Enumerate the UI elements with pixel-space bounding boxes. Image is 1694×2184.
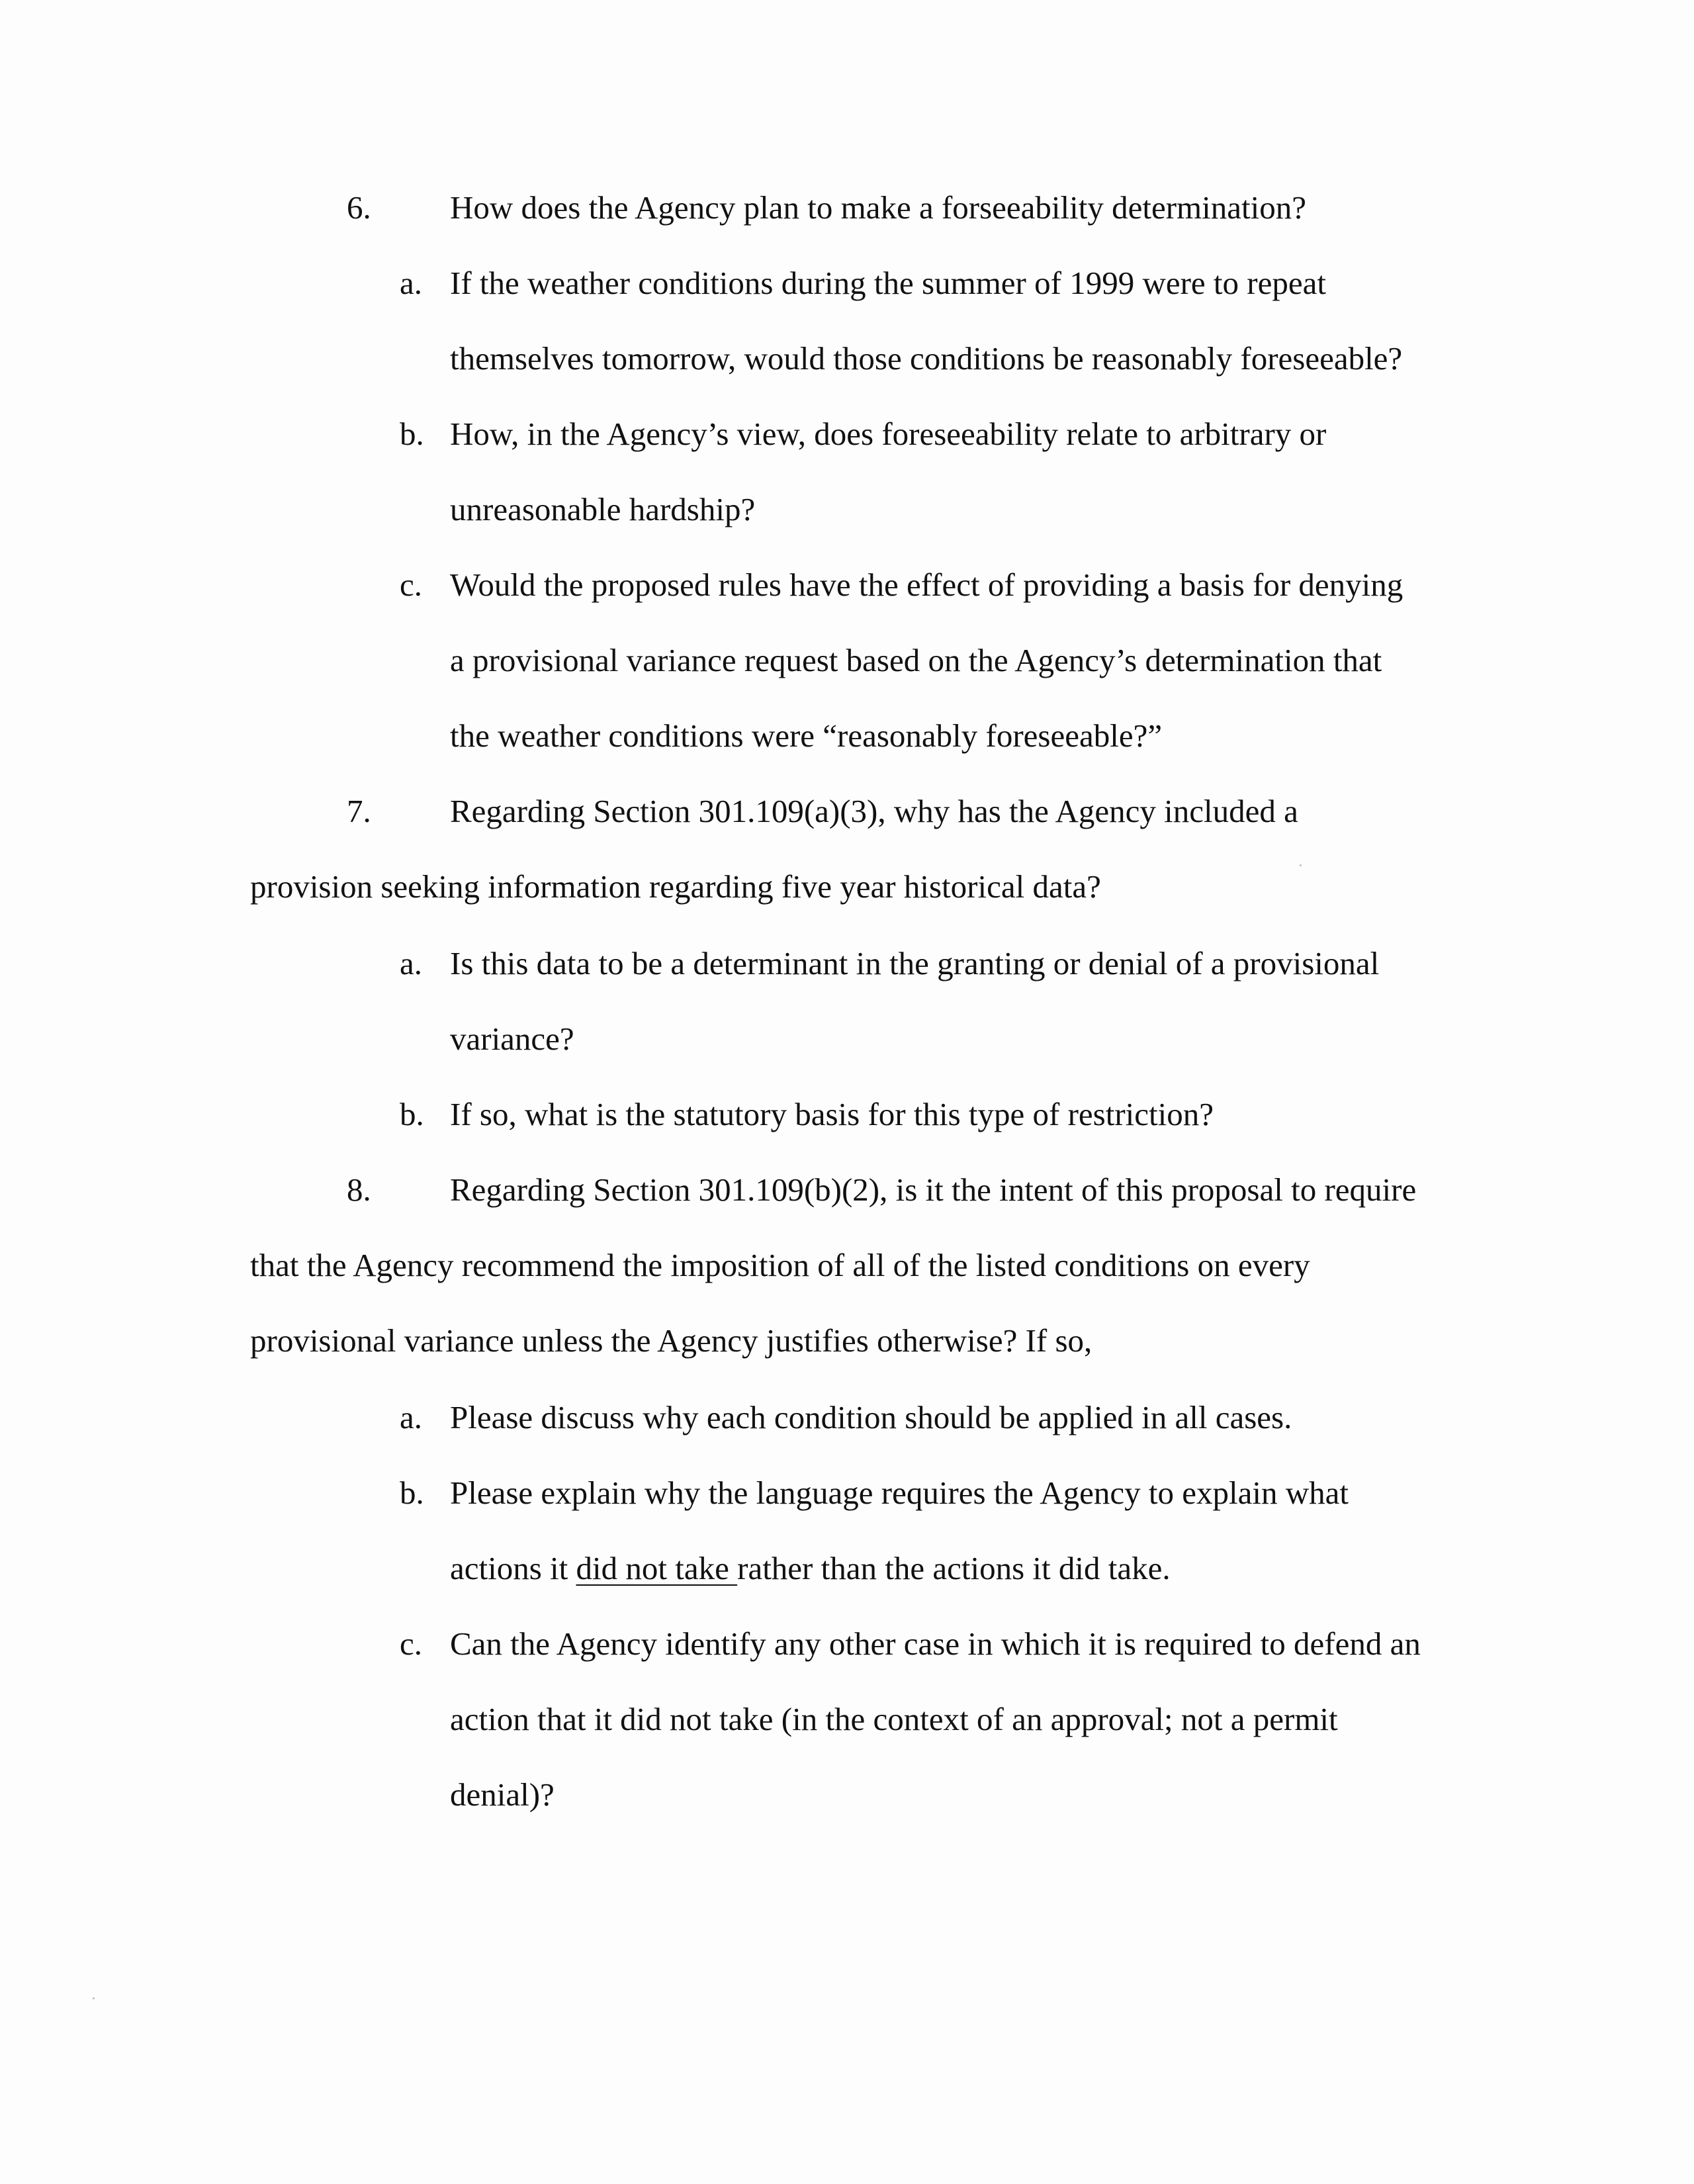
item-question: provisional variance unless the Agency justifies otherwise? If so, <box>250 1322 1092 1359</box>
scan-speck <box>1300 864 1302 866</box>
item-number: 7. <box>347 793 371 829</box>
sub-item-text: denial)? <box>450 1776 555 1813</box>
sub-item-text <box>450 1549 1171 1588</box>
sub-item-letter: b. <box>400 416 424 452</box>
sub-item-letter: a. <box>400 265 422 301</box>
sub-item-text: unreasonable hardship? <box>450 491 756 527</box>
item-question: How does the Agency plan to make a forseeability determination? <box>450 189 1307 226</box>
text-prefix: actions it <box>450 1550 576 1586</box>
item-question: provision seeking information regarding five year historical data? <box>250 868 1101 905</box>
sub-item-letter: c. <box>400 1625 422 1662</box>
sub-item-text: If the weather conditions during the summer of 1999 were to repeat <box>450 265 1326 301</box>
sub-item-text: How, in the Agency’s view, does foreseeability relate to arbitrary or <box>450 416 1327 452</box>
underlined-text: did not take <box>576 1550 738 1586</box>
sub-item-text: themselves tomorrow, would those conditions be reasonably foreseeable? <box>450 340 1403 377</box>
item-number: 8. <box>347 1171 371 1208</box>
item-question: Regarding Section 301.109(b)(2), is it the intent of this proposal to require <box>450 1171 1417 1208</box>
item-question: that the Agency recommend the imposition of all of the listed conditions on every <box>250 1247 1310 1283</box>
sub-item-text: Please explain why the language requires the Agency to explain what <box>450 1475 1349 1511</box>
sub-item-letter: b. <box>400 1475 424 1511</box>
sub-item-text: variance? <box>450 1021 574 1057</box>
sub-item-text: a provisional variance request based on the Agency’s determination that <box>450 642 1382 678</box>
sub-item-letter: c. <box>400 567 422 603</box>
sub-item-text: Can the Agency identify any other case in which it is required to defend an <box>450 1625 1421 1662</box>
text-suffix: rather than the actions it did take. <box>737 1550 1171 1586</box>
sub-item-letter: b. <box>400 1096 424 1132</box>
sub-item-letter: a. <box>400 1399 422 1435</box>
sub-item-text: action that it did not take (in the context of an approval; not a permit <box>450 1701 1338 1737</box>
item-number: 6. <box>347 189 371 226</box>
sub-item-text: Would the proposed rules have the effect of providing a basis for denying <box>450 567 1404 603</box>
sub-item-letter: a. <box>400 945 422 981</box>
scan-speck <box>93 1997 95 1999</box>
sub-item-text: Please discuss why each condition should be applied in all cases. <box>450 1399 1292 1435</box>
item-question: Regarding Section 301.109(a)(3), why has the Agency included a <box>450 793 1298 829</box>
sub-item-text: Is this data to be a determinant in the granting or denial of a provisional <box>450 945 1380 981</box>
sub-item-text: the weather conditions were “reasonably foreseeable?” <box>450 717 1163 754</box>
sub-item-text: If so, what is the statutory basis for this type of restriction? <box>450 1096 1214 1132</box>
